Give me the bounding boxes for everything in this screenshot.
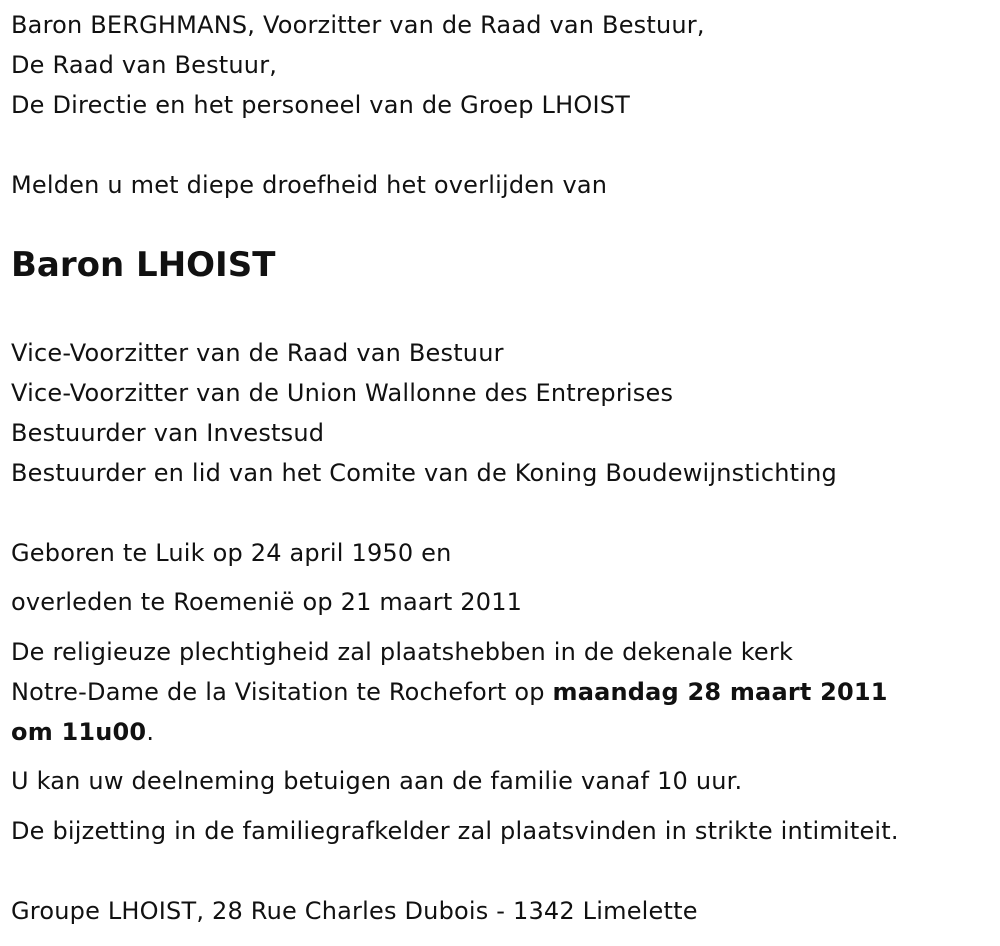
death-text: overleden te Roemenië op 21 maart 2011	[11, 588, 523, 616]
deceased-name: Baron LHOIST	[11, 245, 276, 285]
address-text: Groupe LHOIST, 28 Rue Charles Dubois - 1342 Limelette	[11, 897, 698, 925]
function-line-4: Bestuurder en lid van het Comite van de Koning Boudewijnstichting	[11, 459, 837, 487]
ceremony-location: Notre-Dame de la Visitation te Rochefort op	[11, 678, 553, 706]
condolences-text: U kan uw deelneming betuigen aan de familie vanaf 10 uur.	[11, 767, 743, 795]
ceremony-line-3	[11, 717, 154, 747]
announcer-line-3: De Directie en het personeel van de Groep LHOIST	[11, 91, 631, 119]
birth-text: Geboren te Luik op 24 april 1950 en	[11, 539, 452, 567]
function-line-2: Vice-Voorzitter van de Union Wallonne des Entreprises	[11, 379, 674, 407]
function-line-3: Bestuurder van Investsud	[11, 419, 325, 447]
ceremony-date: maandag 28 maart 2011	[552, 678, 888, 706]
function-line-1: Vice-Voorzitter van de Raad van Bestuur	[11, 339, 504, 367]
announcer-line-2: De Raad van Bestuur,	[11, 51, 278, 79]
ceremony-line-2	[11, 677, 888, 707]
announcer-line-1: Baron BERGHMANS, Voorzitter van de Raad van Bestuur,	[11, 11, 705, 39]
intro-text: Melden u met diepe droefheid het overlijden van	[11, 171, 608, 199]
ceremony-time-suffix: .	[146, 718, 155, 746]
ceremony-time: om 11u00	[11, 718, 147, 746]
ceremony-line-1: De religieuze plechtigheid zal plaatshebben in de dekenale kerk	[11, 638, 794, 666]
burial-text: De bijzetting in de familiegrafkelder zal plaatsvinden in strikte intimiteit.	[11, 817, 899, 845]
